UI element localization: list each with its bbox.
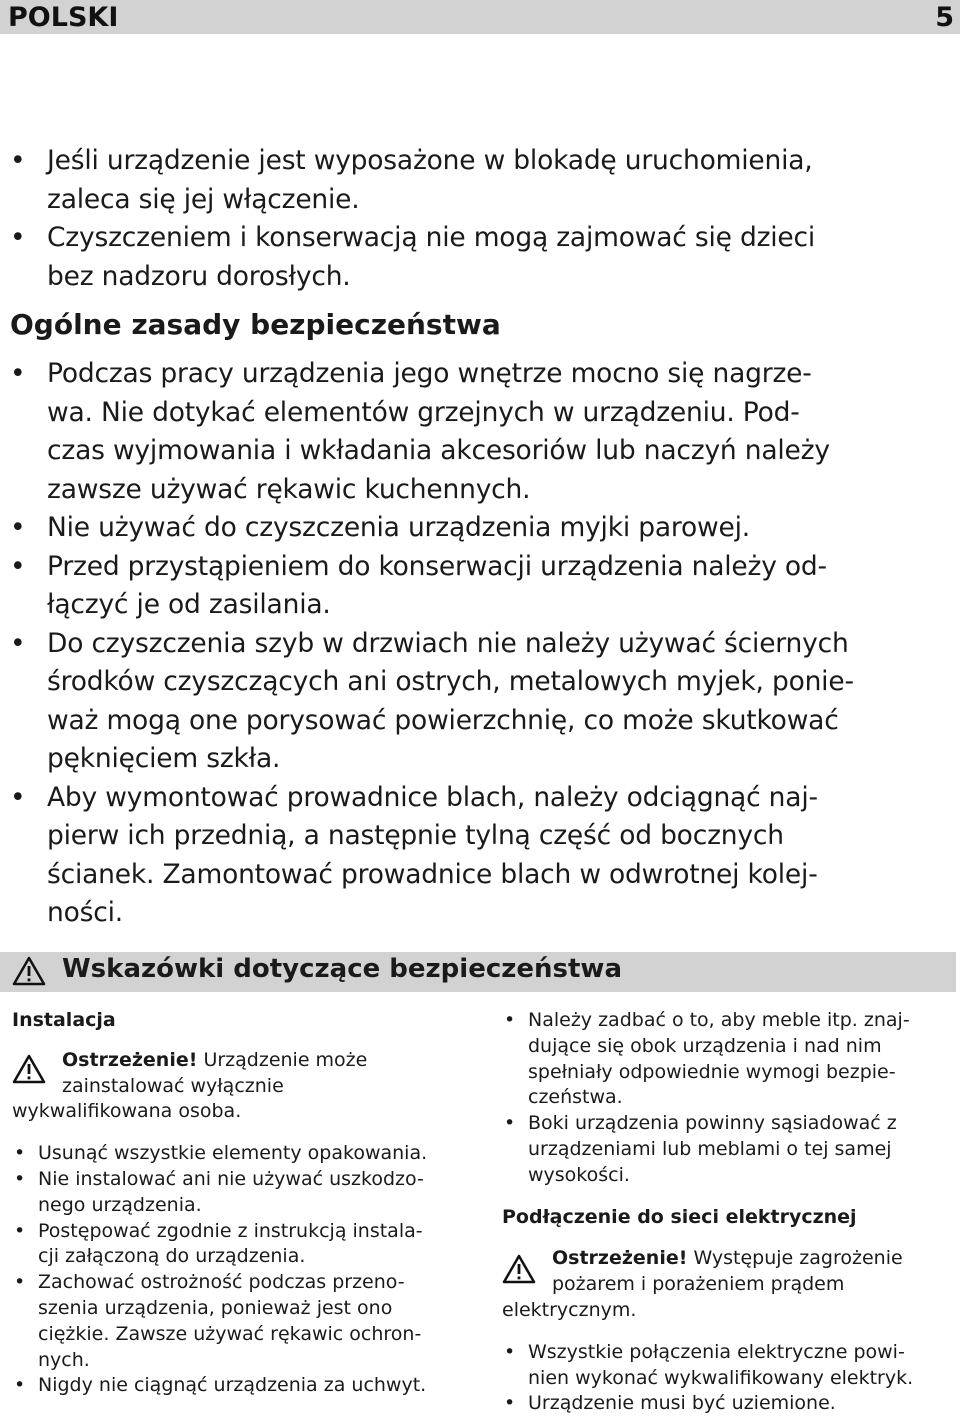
general-safety-heading: Ogólne zasady bezpieczeństwa xyxy=(10,308,501,341)
warning-triangle-icon xyxy=(12,1054,46,1092)
installation-heading: Instalacja xyxy=(12,1009,116,1031)
warning-triangle-icon xyxy=(502,1254,536,1292)
intro-list xyxy=(0,142,960,296)
list-item: • Usunąć wszystkie elementy opakowania. xyxy=(12,1141,482,1167)
language-label: POLSKI xyxy=(8,2,119,33)
list-item: • Do czyszczenia szyb w drzwiach nie należy używać ściernych środków czyszczących ani ostrych, metalowych myjek, ponie- waż mogą one porysować powierzchnię, co może skutkować pęknięciem szkła. xyxy=(0,625,960,779)
list-item: • Zachować ostrożność podczas przeno- szenia urządzenia, ponieważ jest ono ciężkie. Zawsze używać rękawic ochron- nych. xyxy=(12,1270,482,1373)
list-item: • Jeśli urządzenie jest wyposażone w blokadę uruchomienia, zaleca się jej włączenie. xyxy=(0,142,960,219)
list-item: • Wszystkie połączenia elektryczne powi- nien wykonać wykwalifikowany elektryk. xyxy=(502,1340,957,1392)
list-item: • Urządzenie musi być uziemione. xyxy=(502,1391,957,1417)
installation-column xyxy=(12,1008,482,1399)
page-number: 5 xyxy=(935,2,954,33)
electric-heading: Podłączenie do sieci elektrycznej xyxy=(502,1205,857,1228)
list-item: • Nie instalować ani nie używać uszkodzo- nego urządzenia. xyxy=(12,1167,482,1219)
page-header xyxy=(0,0,960,34)
installation-warning: Ostrzeżenie! Urządzenie może zainstalować wyłącznie wykwalifikowana osoba. xyxy=(12,1048,368,1123)
list-item: • Postępować zgodnie z instrukcją instala- cji załączoną do urządzenia. xyxy=(12,1219,482,1271)
list-item: • Podczas pracy urządzenia jego wnętrze mocno się nagrze- wa. Nie dotykać elementów grzejnych w urządzeniu. Pod- czas wyjmowania i wkładania akcesoriów lub naczyń należy zawsze używać rękawic kuchennych. xyxy=(0,355,960,509)
general-safety-list xyxy=(0,355,960,933)
furniture-list xyxy=(502,1008,957,1189)
list-item: • Czyszczeniem i konserwacją nie mogą zajmować się dzieci bez nadzoru dorosłych. xyxy=(0,219,960,296)
installation-list xyxy=(12,1141,482,1399)
electric-warning: Ostrzeżenie! Występuje zagrożenie pożarem i porażeniem prądem elektrycznym. xyxy=(502,1247,903,1321)
right-column xyxy=(502,1008,957,1417)
list-item: • Nigdy nie ciągnąć urządzenia za uchwyt. xyxy=(12,1373,482,1399)
safety-section-bar xyxy=(0,952,956,992)
safety-section-title: Wskazówki dotyczące bezpieczeństwa xyxy=(62,954,622,984)
electric-list xyxy=(502,1340,957,1417)
list-item: • Boki urządzenia powinny sąsiadować z urządzeniami lub meblami o tej samej wysokości. xyxy=(502,1111,957,1188)
list-item: • Nie używać do czyszczenia urządzenia myjki parowej. xyxy=(0,509,960,548)
list-item: • Przed przystąpieniem do konserwacji urządzenia należy od- łączyć je od zasilania. xyxy=(0,548,960,625)
warning-triangle-icon xyxy=(12,956,46,990)
list-item: • Należy zadbać o to, aby meble itp. znaj- dujące się obok urządzenia i nad nim spełniały odpowiednie wymogi bezpie- czeństwa. xyxy=(502,1008,957,1111)
list-item: • Aby wymontować prowadnice blach, należy odciągnąć naj- pierw ich przednią, a następnie tylną część od bocznych ścianek. Zamontować prowadnice blach w odwrotnej kolej- ności. xyxy=(0,779,960,933)
